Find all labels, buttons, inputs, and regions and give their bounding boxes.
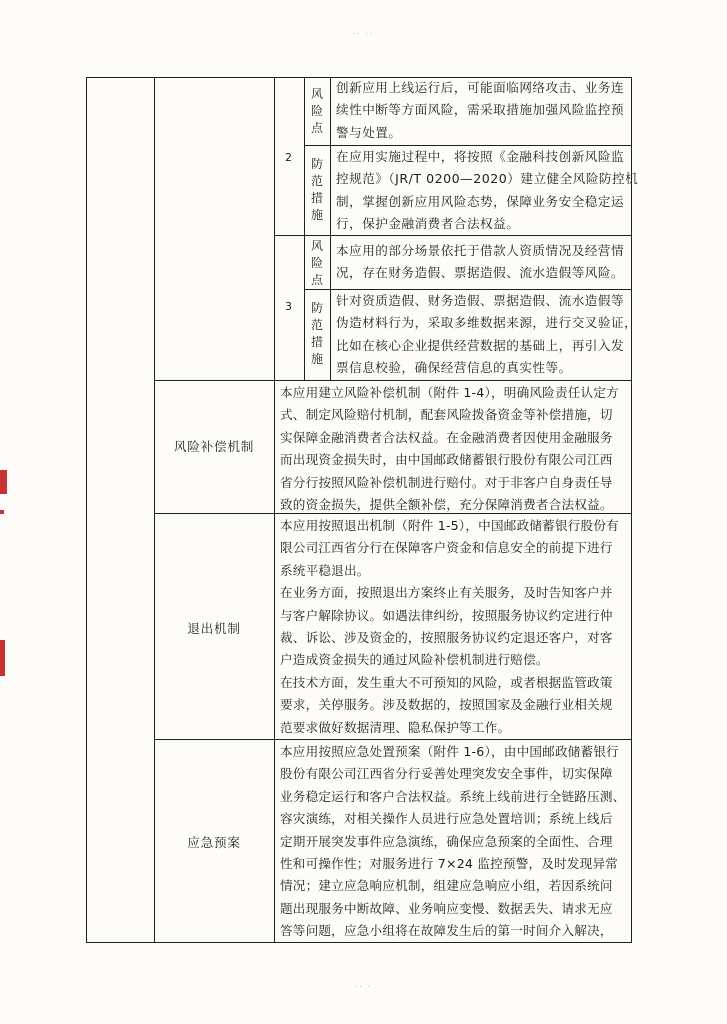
- prevention-measures-text: 在应用实施过程中，将按照《金融科技创新风险监 控规范》（JR/T 0200—2020）建立健全风险防控机 制，掌握创新应用风险态势，保障业务安全稳定运 行，保护金融消费者合法权益。: [336, 149, 639, 232]
- row-number: 2: [285, 151, 292, 164]
- risk-point-text: 创新应用上线运行后，可能面临网络攻击、业务连 续性中断等方面风险，需采取措施加强风险监控预 警与处置。: [336, 80, 625, 140]
- seal-fragment-dot: [0, 510, 4, 514]
- compensation-text: 本应用建立风险补偿机制（附件 1-4），明确风险责任认定方 式、制定风险赔付机制，配套风险拨备资金等补偿措施，切 实保障金融消费者合法权益。在金融消费者因使用金融服务 而出现资金损失时，由中国邮政储蓄银行股份有限公司江西 省分行按照风险补偿机制进行赔付。对于非客户自身责任导 致的资金损失，提供全额补偿，充分保障消费者合法权益。: [280, 385, 619, 513]
- section-divider-compensation: [154, 380, 632, 381]
- risk-point-label: 风险点: [310, 87, 323, 135]
- emergency-plan-label: 应急预案: [187, 835, 241, 850]
- prevention-measures-text: 针对资质造假、财务造假、票据造假、流水造假等 伪造材料行为，采取多维数据来源，进行交叉验证， 比如在核心企业提供经营数据的基础上，再引入发 票信息校验，确保经营信息的真实性等。: [336, 293, 638, 376]
- risk-point-label: 风险点: [310, 239, 323, 287]
- table-col-divider-2: [274, 77, 275, 943]
- page-number-mark: ·· ··: [352, 30, 375, 38]
- row-number: 3: [285, 300, 292, 313]
- emergency-plan-text: 本应用按照应急处置预案（附件 1-6），由中国邮政储蓄银行 股份有限公司江西省分行妥善处理突发安全事件，切实保障 业务稳定运行和客户合法权益。系统上线前进行全链路压测、 容灾演练，对相关操作人员进行应急处置培训；系统上线后 定期开展突发事件应急演练，确保应急预案的全面性、合理 性和可操作性；对服务进行 7×24 监控预警，及时发现异常 情况；建立应急响应机制，组建应急响应小组，若因系统问 题出现服务中断故障、业务响应变慢、数据丢失、请求无应 答等问题，应急小组将在故障发生后的第一时间介入解决，: [280, 744, 626, 939]
- table-border-left: [86, 77, 87, 943]
- page-number-mark-bottom: ·· ·: [355, 983, 372, 991]
- seal-fragment: [0, 470, 7, 494]
- section-divider-emergency: [154, 739, 632, 740]
- risk-point-text: 本应用的部分场景依托于借款人资质情况及经营情 况，存在财务造假、票据造假、流水造假等风险。: [336, 243, 625, 281]
- exit-mechanism-label: 退出机制: [187, 621, 241, 636]
- exit-mechanism-text: 本应用按照退出机制（附件 1-5），中国邮政储蓄银行股份有 限公司江西省分行在保障客户资金和信息安全的前提下进行 系统平稳退出。 在业务方面，按照退出方案终止有关服务，及时告知客户并 与客户解除协议。如遇法律纠纷，按照服务协议约定进行仲 裁、诉讼、涉及资金的，按照服务协议约定退还客户，对客 户造成资金损失的通过风险补偿机制进行赔偿。 在技术方面，发生重大不可预知的风险，或者根据监管政策 要求，关停服务。涉及数据的，按照国家及金融行业相关规 范要求做好数据清理、隐私保护等工作。: [280, 518, 619, 735]
- table-col-divider-1: [154, 77, 155, 943]
- table-col-divider-4: [330, 77, 331, 380]
- prevention-measures-label: 防范措施: [310, 301, 323, 366]
- seal-fragment-lower: [0, 640, 5, 676]
- table-col-divider-3: [304, 77, 305, 380]
- prevention-measures-label: 防范措施: [310, 157, 323, 222]
- compensation-label: 风险补偿机制: [173, 439, 255, 454]
